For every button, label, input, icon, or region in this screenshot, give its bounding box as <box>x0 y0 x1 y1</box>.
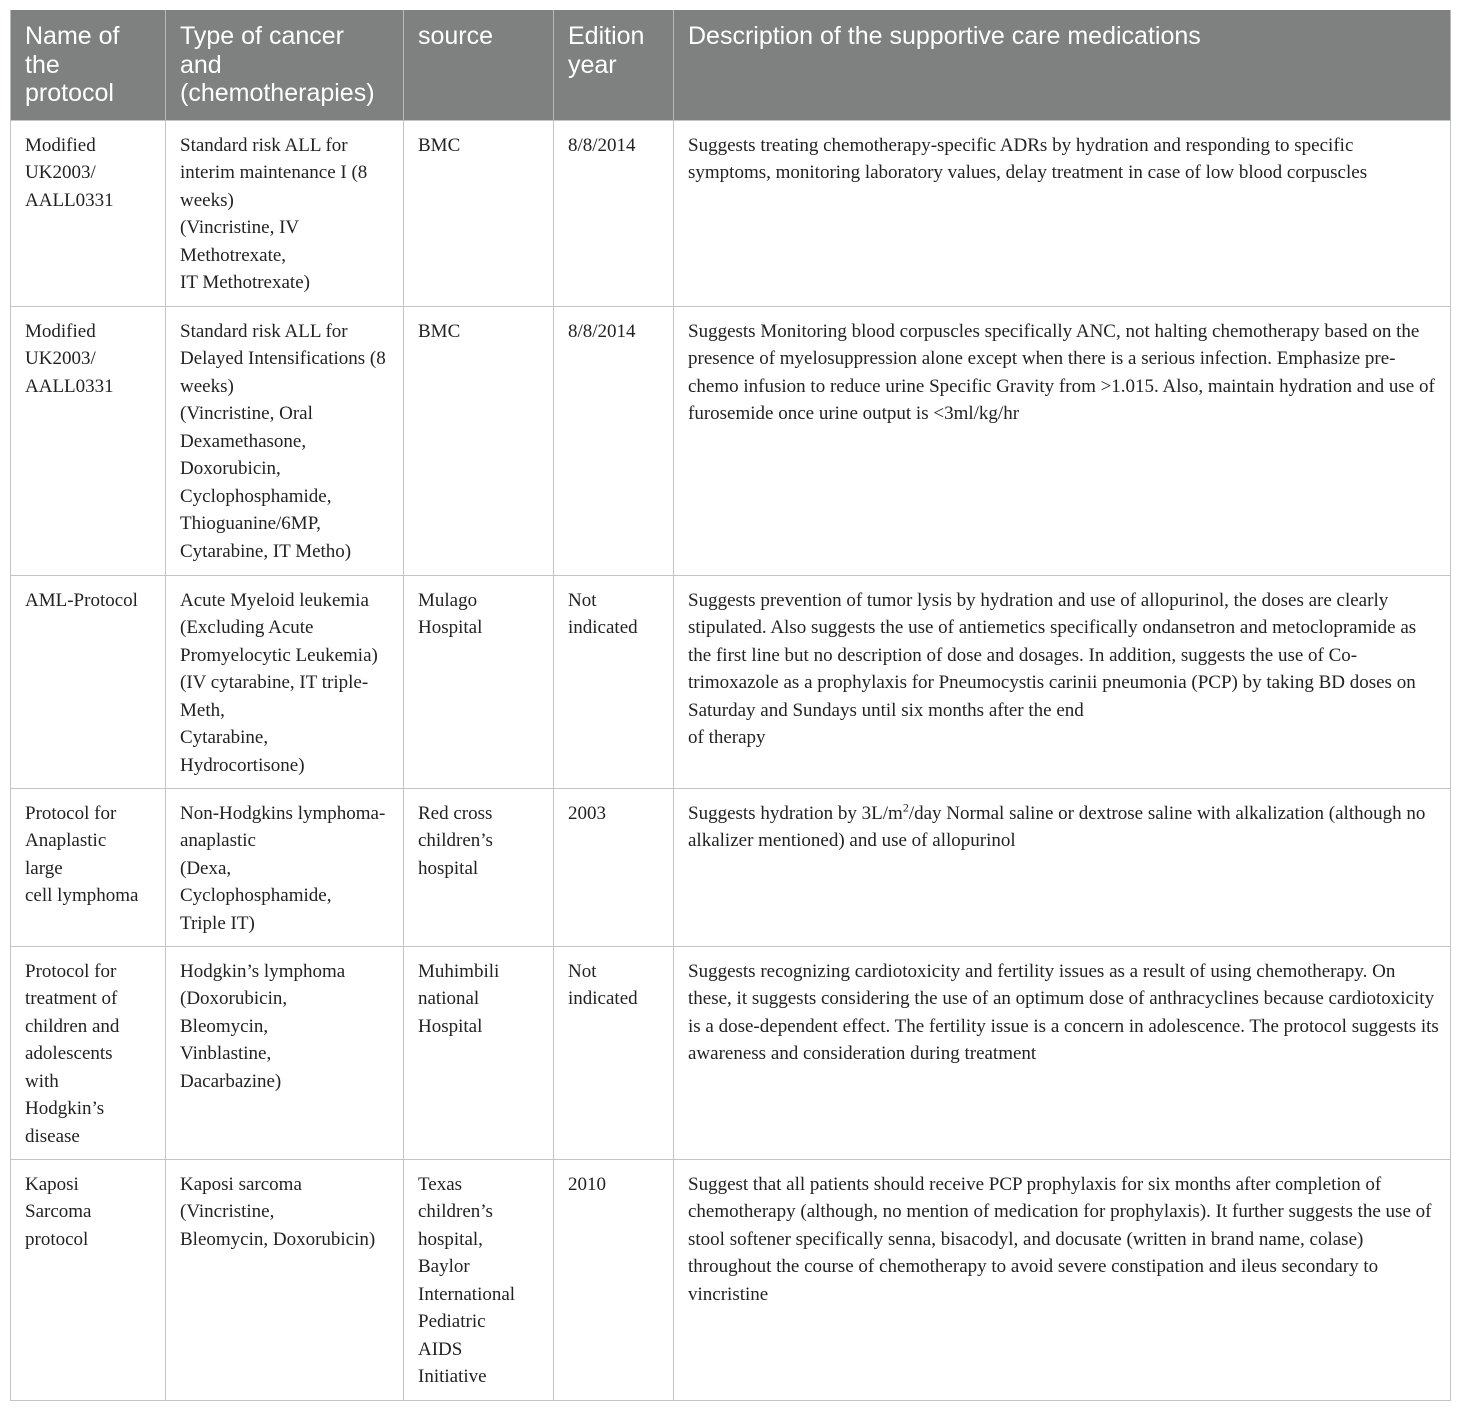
cell-protocol-name: Kaposi Sarcoma protocol <box>11 1159 166 1400</box>
cell-cancer-type: Standard risk ALL for Delayed Intensifications (8 weeks) (Vincristine, Oral Dexamethasone, Doxorubicin, Cyclophosphamide, Thioguanine/6MP, Cytarabine, IT Metho) <box>166 306 404 575</box>
cell-protocol-name: Protocol for Anaplastic large cell lymphoma <box>11 788 166 946</box>
cell-source: Mulago Hospital <box>404 575 554 788</box>
cell-description: Suggests recognizing cardiotoxicity and fertility issues as a result of using chemotherapy. On these, it suggests considering the use of an optimum dose of anthracyclines because cardiotoxicity is a dose-dependent effect. The fertility issue is a concern in adolescence. The protocol suggests its awareness and consideration during treatment <box>674 946 1451 1159</box>
cell-edition-year: 2010 <box>554 1159 674 1400</box>
cell-protocol-name: AML-Protocol <box>11 575 166 788</box>
cell-cancer-type: Kaposi sarcoma (Vincristine, Bleomycin, Doxorubicin) <box>166 1159 404 1400</box>
description-text-end: /day Normal saline or dextrose saline with alkalization (although no alkalizer mentioned) and use of allopurinol <box>688 802 1426 851</box>
cell-cancer-type: Non-Hodgkins lymphoma-anaplastic (Dexa, Cyclophosphamide, Triple IT) <box>166 788 404 946</box>
table-row <box>11 946 1451 1159</box>
cell-cancer-type: Standard risk ALL for interim maintenance I (8 weeks) (Vincristine, IV Methotrexate, IT Methotrexate) <box>166 120 404 306</box>
cell-edition-year: 2003 <box>554 788 674 946</box>
description-superscript: 2 <box>902 800 909 815</box>
cell-source: BMC <box>404 306 554 575</box>
cell-protocol-name: Protocol for treatment of children and adolescents with Hodgkin’s disease <box>11 946 166 1159</box>
table-row <box>11 1159 1451 1400</box>
cell-description <box>674 788 1451 946</box>
table-row <box>11 575 1451 788</box>
protocols-table-container <box>10 10 1450 1401</box>
table-row <box>11 788 1451 946</box>
cell-source: Red cross children’s hospital <box>404 788 554 946</box>
table-header <box>11 10 1451 120</box>
cell-protocol-name: Modified UK2003/ AALL0331 <box>11 306 166 575</box>
cell-edition-year: 8/8/2014 <box>554 306 674 575</box>
cell-source: Texas children’s hospital, Baylor International Pediatric AIDS Initiative <box>404 1159 554 1400</box>
table-row <box>11 306 1451 575</box>
cell-description: Suggests treating chemotherapy-specific ADRs by hydration and responding to specific symptoms, monitoring laboratory values, delay treatment in case of low blood corpuscles <box>674 120 1451 306</box>
header-protocol-name: Name of the protocol <box>11 10 166 120</box>
cell-protocol-name: Modified UK2003/ AALL0331 <box>11 120 166 306</box>
cell-description: Suggests Monitoring blood corpuscles specifically ANC, not halting chemotherapy based on the presence of myelosuppression alone except when there is a serious infection. Emphasize pre-chemo infusion to reduce urine Specific Gravity from >1.015. Also, maintain hydration and use of furosemide once urine output is <3ml/kg/hr <box>674 306 1451 575</box>
cell-cancer-type: Acute Myeloid leukemia (Excluding Acute Promyelocytic Leukemia) (IV cytarabine, IT triple-Meth, Cytarabine, Hydrocortisone) <box>166 575 404 788</box>
protocols-table <box>10 10 1451 1401</box>
header-edition-year: Edition year <box>554 10 674 120</box>
table-body <box>11 120 1451 1400</box>
header-source: source <box>404 10 554 120</box>
description-text-start: Suggests hydration by 3L/m <box>688 802 903 824</box>
cell-cancer-type: Hodgkin’s lymphoma (Doxorubicin, Bleomycin, Vinblastine, Dacarbazine) <box>166 946 404 1159</box>
cell-edition-year: Not indicated <box>554 946 674 1159</box>
header-cancer-type: Type of cancer and (chemotherapies) <box>166 10 404 120</box>
cell-description: Suggests prevention of tumor lysis by hydration and use of allopurinol, the doses are clearly stipulated. Also suggests the use of antiemetics specifically ondansetron and metoclopramide as the first line but no description of dose and dosages. In addition, suggests the use of Co-trimoxazole as a prophylaxis for Pneumocystis carinii pneumonia (PCP) by taking BD doses on Saturday and Sundays until six months after the end of therapy <box>674 575 1451 788</box>
table-row <box>11 120 1451 306</box>
cell-edition-year: 8/8/2014 <box>554 120 674 306</box>
cell-source: BMC <box>404 120 554 306</box>
cell-description: Suggest that all patients should receive PCP prophylaxis for six months after completion of chemotherapy (although, no mention of medication for prophylaxis). It further suggests the use of stool softener specifically senna, bisacodyl, and docusate (written in brand name, colase) throughout the course of chemotherapy to avoid severe constipation and ileus secondary to vincristine <box>674 1159 1451 1400</box>
header-row <box>11 10 1451 120</box>
cell-edition-year: Not indicated <box>554 575 674 788</box>
header-description: Description of the supportive care medications <box>674 10 1451 120</box>
cell-source: Muhimbili national Hospital <box>404 946 554 1159</box>
